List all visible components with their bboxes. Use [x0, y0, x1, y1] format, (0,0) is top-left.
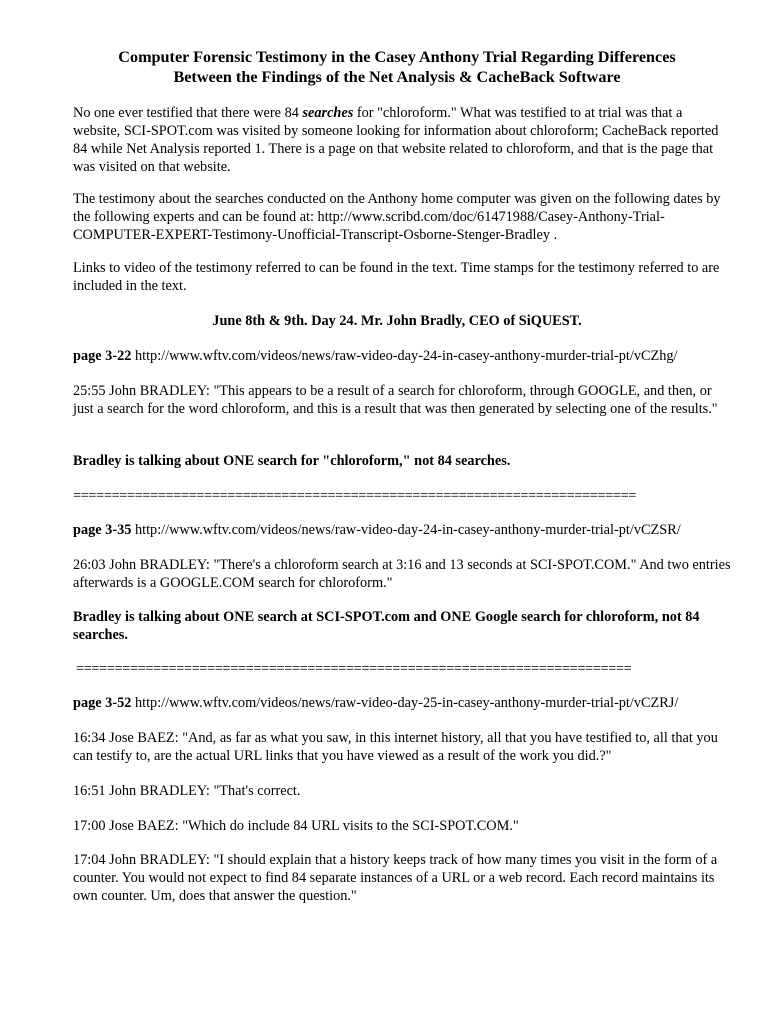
links-note-paragraph: Links to video of the testimony referred to can be found in the text. Time stamps for the testimony referred to are included in the text. [73, 260, 720, 294]
intro-after: for "chloroform." What was testified to at trial was that a website, SCI-SPOT.com was visited by someone looking for information about chloroform; CacheBack reported 84 while Net Analysis reported 1. There is a page on that website related to chloroform, and that is the page that was visited on that website. [73, 105, 719, 175]
entry-3-quote-3: 17:00 Jose BAEZ: "Which do include 84 URL visits to the SCI-SPOT.COM." [73, 818, 519, 834]
entry-1-reference [73, 347, 733, 365]
testimony-dates-paragraph: The testimony about the searches conducted on the Anthony home computer was given on the following dates by the following experts and can be found at: http://www.scribd.com/doc/61471988/Casey-Anthony-Trial-COMPUTER-EXPERT-Testimony-Unofficial-Transcript-Osborne-Stenger-Bradley . [73, 191, 721, 243]
entry-1-note: Bradley is talking about ONE search for "chloroform," not 84 searches. [73, 453, 511, 469]
entry-3-quote-1: 16:34 Jose BAEZ: "And, as far as what you saw, in this internet history, all that you have testified to, all that you can testify to, are the actual URL links that you have viewed as a result of the work you did.?" [73, 730, 718, 764]
entry-1-quote: 25:55 John BRADLEY: "This appears to be a result of a search for chloroform, through GOOGLE, and then, or just a search for the word chloroform, and this is a result that was then generated by selecting one of the results." [73, 383, 718, 417]
section-heading: June 8th & 9th. Day 24. Mr. John Bradly, CEO of SiQUEST. [212, 313, 582, 329]
intro-paragraph [73, 104, 733, 176]
entry-1-url: http://www.wftv.com/videos/news/raw-video-day-24-in-casey-anthony-murder-trial-pt/vCZhg/ [131, 348, 678, 364]
separator-1: ========================================================================= [73, 488, 637, 504]
entry-1-page-label: page 3-22 [73, 348, 132, 364]
entry-3-quote-4: 17:04 John BRADLEY: "I should explain that a history keeps track of how many times you visit in the form of a counter. You would not expect to find 84 separate instances of a URL or a web record. Each record maintains its own counter. Um, does that answer the question." [73, 852, 718, 904]
entry-2-reference [73, 521, 733, 539]
entry-2-page-label: page 3-35 [73, 522, 132, 538]
title-line-1: Computer Forensic Testimony in the Casey Anthony Trial Regarding Differences [118, 48, 676, 66]
entry-3-url: http://www.wftv.com/videos/news/raw-video-day-25-in-casey-anthony-murder-trial-pt/vCZRJ/ [131, 695, 679, 711]
document-title [72, 47, 722, 87]
entry-3-quote-2: 16:51 John BRADLEY: "That's correct. [73, 783, 301, 799]
entry-2-note: Bradley is talking about ONE search at SCI-SPOT.com and ONE Google search for chloroform, not 84 searches. [73, 609, 700, 643]
intro-emphasis: searches [302, 105, 354, 121]
entry-3-page-label: page 3-52 [73, 695, 132, 711]
separator-2: ======================================================================== [76, 661, 632, 677]
title-line-2: Between the Findings of the Net Analysis & CacheBack Software [173, 68, 621, 86]
entry-3-reference [73, 694, 733, 712]
entry-2-quote: 26:03 John BRADLEY: "There's a chloroform search at 3:16 and 13 seconds at SCI-SPOT.COM." And two entries afterwards is a GOOGLE.COM search for chloroform." [73, 557, 731, 591]
entry-2-url: http://www.wftv.com/videos/news/raw-video-day-24-in-casey-anthony-murder-trial-pt/vCZSR/ [131, 522, 681, 538]
intro-before: No one ever testified that there were 84 [73, 105, 303, 121]
